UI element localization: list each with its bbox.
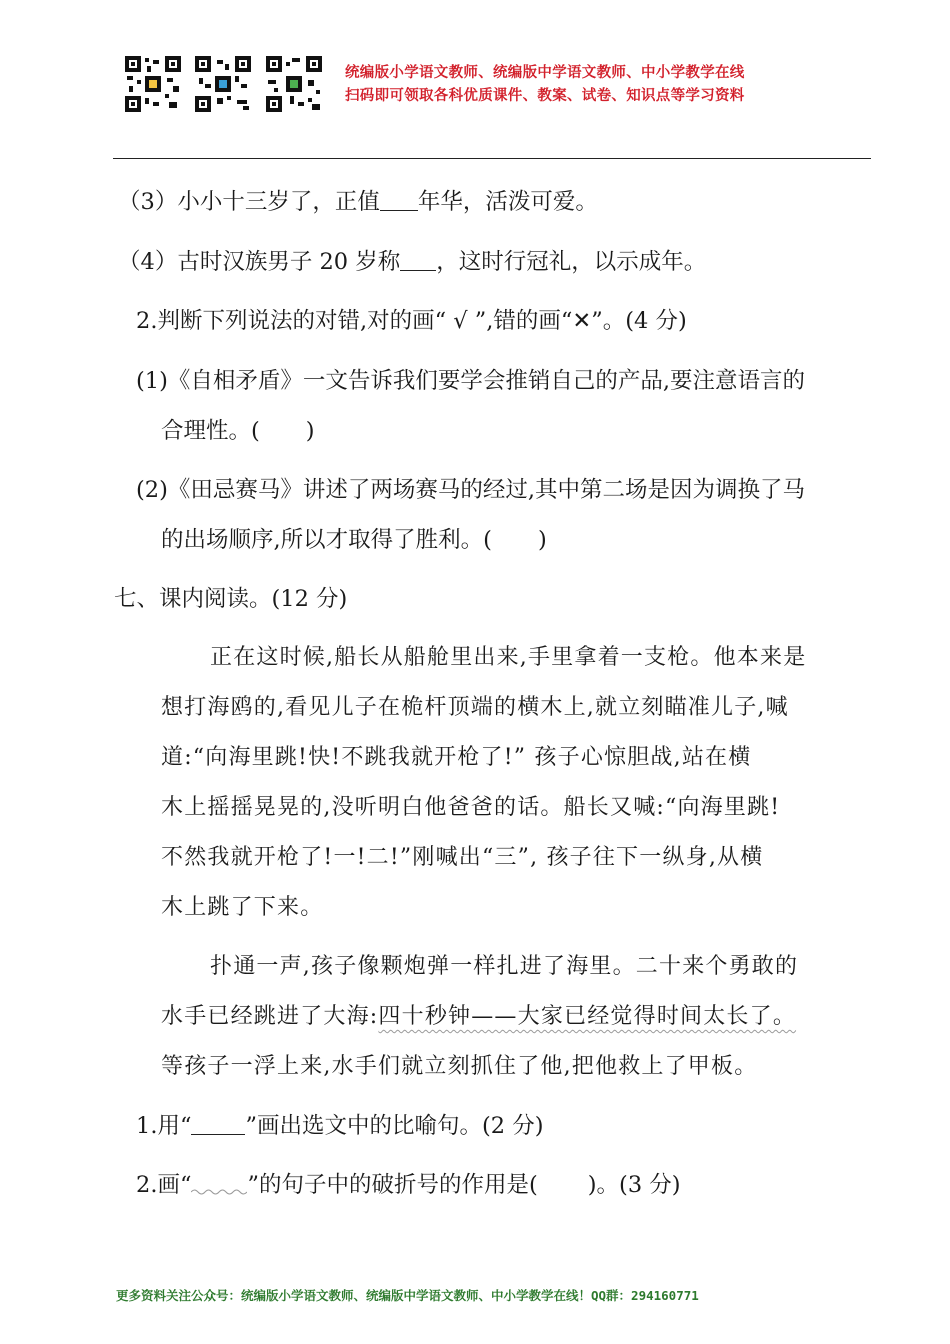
judgement-question-title: 2.判断下列说法的对错,对的画“ √ ”,错的画“✕”。(4 分) <box>136 308 687 334</box>
passage-p1-line-1: 正在这时候,船长从船舱里出来,手里拿着一支枪。他本来是 <box>210 645 807 670</box>
reading-question-2 <box>136 1170 681 1200</box>
judgement-1-text: 合理性。( <box>161 418 260 444</box>
wavy-underlined-sentence: 四十秒钟——大家已经觉得时间太长了。 <box>378 1004 797 1029</box>
page-header <box>125 56 885 116</box>
question-4 <box>118 247 706 277</box>
question-4-text-after: ，这时行冠礼，以示成年。 <box>436 249 707 275</box>
passage-p1-line-3: 道:“向海里跳!快!不跳我就开枪了!” 孩子心惊胆战,站在横 <box>161 745 752 770</box>
question-1-text-before: 1.用“ <box>136 1113 192 1139</box>
judgement-2-close: ) <box>537 527 547 553</box>
qr-code-graphic <box>195 56 251 112</box>
header-line-2: 扫码即可领取各科优质课件、教案、试卷、知识点等学习资料 <box>345 88 745 104</box>
question-1-text-after: ”画出选文中的比喻句。(2 分) <box>245 1113 544 1139</box>
answer-blank[interactable] <box>400 248 436 271</box>
passage-p2-line-2 <box>161 1002 796 1032</box>
question-3 <box>118 187 598 217</box>
passage-p1-line-6: 木上跳了下来。 <box>161 895 324 920</box>
judgement-1-close: ) <box>305 418 315 444</box>
passage-p1-line-4: 木上摇摇晃晃的,没听明白他爸爸的话。船长又喊:“向海里跳! <box>161 795 781 820</box>
judgement-2-line-2 <box>161 525 547 555</box>
passage-p1-line-5: 不然我就开枪了!一!二!”刚喊出“三”, 孩子往下一纵身,从横 <box>161 845 764 870</box>
passage-p2-line-3: 等孩子一浮上来,水手们就立刻抓住了他,把他救上了甲板。 <box>161 1054 758 1079</box>
question-2-text-middle: ”的句子中的破折号的作用是( <box>247 1172 538 1198</box>
question-4-text-before: （4）古时汉族男子 20 岁称 <box>118 249 401 275</box>
judgement-2-line-1: (2)《田忌赛马》讲述了两场赛马的经过,其中第二场是因为调换了马 <box>136 477 806 503</box>
passage-p2-line-1: 扑通一声,孩子像颗炮弹一样扎进了海里。二十来个勇敢的 <box>210 954 799 979</box>
passage-p1-line-2: 想打海鸥的,看见儿子在桅杆顶端的横木上,就立刻瞄准儿子,喊 <box>161 695 789 720</box>
header-line-1: 统编版小学语文教师、统编版中学语文教师、中小学教学在线 <box>345 65 745 81</box>
question-3-text-after: 年华，活泼可爱。 <box>417 189 598 215</box>
qr-code-graphic <box>266 56 322 112</box>
answer-blank[interactable] <box>380 188 418 211</box>
question-2-text-before: 2.画“ <box>136 1172 192 1198</box>
reading-question-1 <box>136 1111 544 1141</box>
qr-code-icon[interactable] <box>266 56 322 112</box>
judgement-1-line-1: (1)《自相矛盾》一文告诉我们要学会推销自己的产品,要注意语言的 <box>136 368 806 394</box>
header-promo-text <box>345 62 885 108</box>
wavy-underline-sample <box>191 1178 247 1192</box>
page-footer: 更多资料关注公众号：统编版小学语文教师、统编版中学语文教师、中小学教学在线！QQ群：294160771 <box>116 1288 699 1303</box>
qr-code-graphic <box>125 56 181 112</box>
question-3-text-before: （3）小小十三岁了，正值 <box>118 189 380 215</box>
qr-code-icon[interactable] <box>195 56 251 112</box>
question-2-text-after: )。(3 分) <box>587 1172 681 1198</box>
straight-underline-sample <box>191 1118 245 1135</box>
qr-code-icon[interactable] <box>125 56 181 112</box>
section-7-title: 七、课内阅读。(12 分) <box>114 586 348 612</box>
passage-p2-plain: 水手已经跳进了大海: <box>161 1004 379 1029</box>
wavy-line-icon <box>191 1188 247 1196</box>
header-divider <box>113 158 871 159</box>
judgement-2-text: 的出场顺序,所以才取得了胜利。( <box>161 527 492 553</box>
judgement-1-line-2 <box>161 416 315 446</box>
